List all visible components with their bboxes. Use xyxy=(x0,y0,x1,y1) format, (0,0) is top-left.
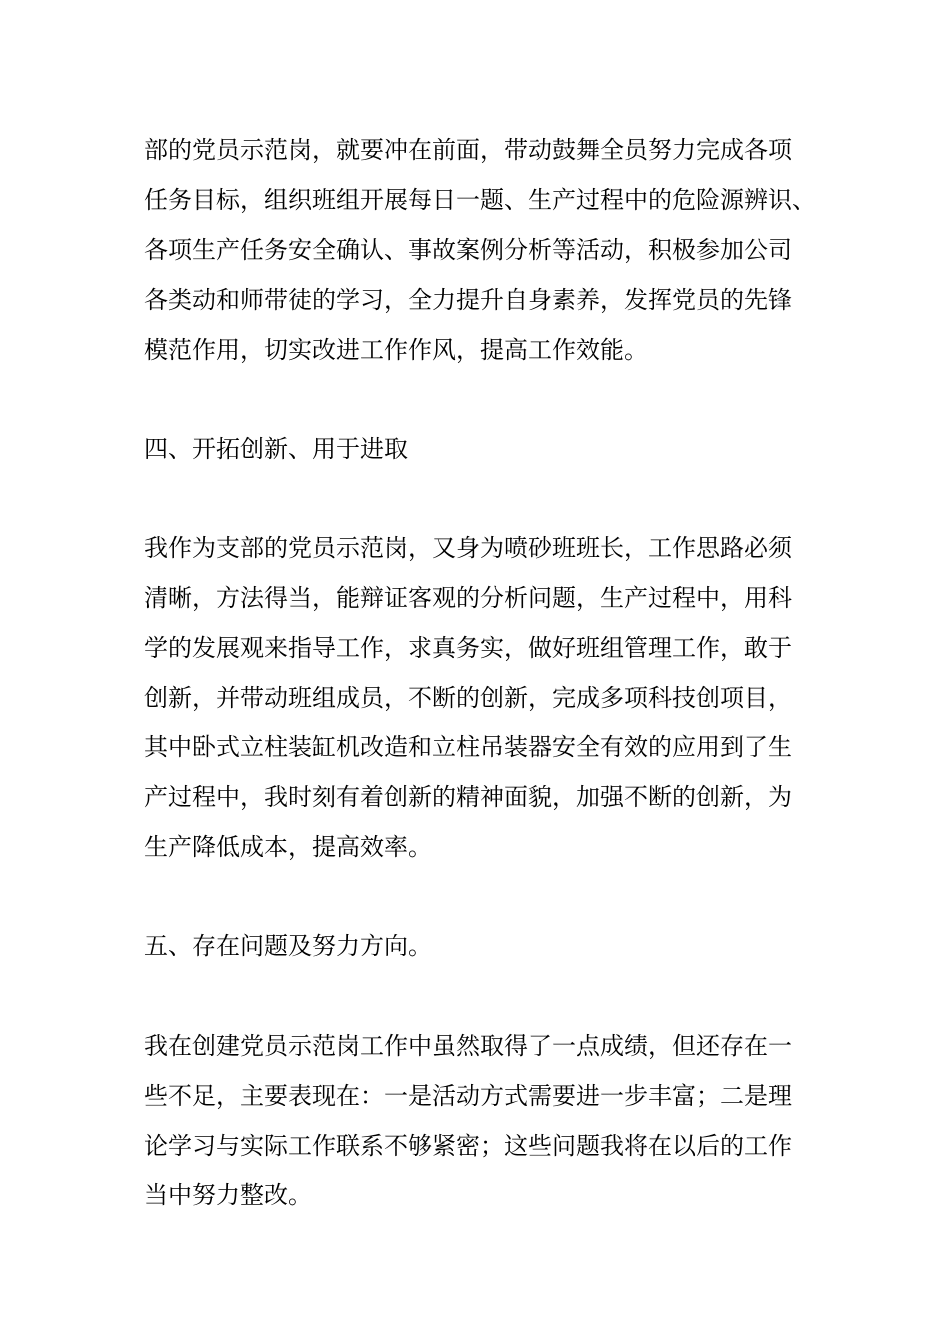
paragraph-1-line-5: 模范作用，切实改进工作作风，提高工作效能。 xyxy=(144,336,648,364)
section-heading-4: 四、开拓创新、用于进取 xyxy=(144,435,408,463)
paragraph-1-line-3: 各项生产任务安全确认、事故案例分析等活动，积极参加公司 xyxy=(144,236,792,264)
paragraph-2-line-3: 学的发展观来指导工作，求真务实，做好班组管理工作，敢于 xyxy=(144,634,792,662)
paragraph-2-line-7: 生产降低成本，提高效率。 xyxy=(144,833,432,861)
paragraph-1-line-1: 部的党员示范岗，就要冲在前面，带动鼓舞全员努力完成各项 xyxy=(144,136,792,164)
paragraph-2-line-2: 清晰，方法得当，能辩证客观的分析问题，生产过程中，用科 xyxy=(144,584,792,612)
paragraph-2-line-1: 我作为支部的党员示范岗，又身为喷砂班班长，工作思路必须 xyxy=(144,534,792,562)
paragraph-2-line-4: 创新，并带动班组成员，不断的创新，完成多项科技创项目， xyxy=(144,684,792,712)
paragraph-3-line-4: 当中努力整改。 xyxy=(144,1181,312,1209)
paragraph-3-line-3: 论学习与实际工作联系不够紧密；这些问题我将在以后的工作 xyxy=(144,1132,792,1160)
paragraph-1-line-4: 各类动和师带徒的学习，全力提升自身素养，发挥党员的先锋 xyxy=(144,286,792,314)
paragraph-2-line-6: 产过程中，我时刻有着创新的精神面貌，加强不断的创新，为 xyxy=(144,783,792,811)
section-heading-5: 五、存在问题及努力方向。 xyxy=(144,932,432,960)
paragraph-1-line-2: 任务目标，组织班组开展每日一题、生产过程中的危险源辨识、 xyxy=(144,186,816,214)
paragraph-2-line-5: 其中卧式立柱装缸机改造和立柱吊装器安全有效的应用到了生 xyxy=(144,733,792,761)
paragraph-3-line-2: 些不足，主要表现在：一是活动方式需要进一步丰富；二是理 xyxy=(144,1082,792,1110)
paragraph-3-line-1: 我在创建党员示范岗工作中虽然取得了一点成绩，但还存在一 xyxy=(144,1032,792,1060)
